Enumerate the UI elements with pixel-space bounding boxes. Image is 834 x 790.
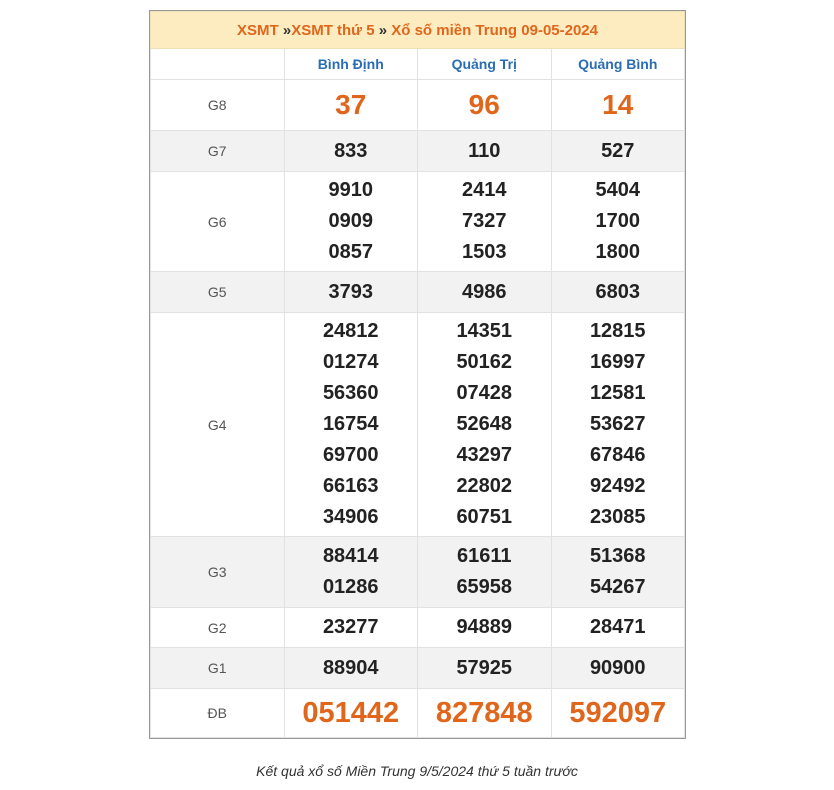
result-number: 1700 xyxy=(595,210,640,232)
breadcrumb-separator: » xyxy=(278,21,292,39)
result-cell: 88904 xyxy=(284,648,418,689)
province-binh-dinh[interactable]: Bình Định xyxy=(284,49,418,80)
result-cell: 3793 xyxy=(284,272,418,313)
result-number: 07428 xyxy=(456,382,513,404)
result-cell: 23277 xyxy=(284,608,418,648)
result-cell: 90900 xyxy=(551,648,685,689)
breadcrumb-separator: » xyxy=(374,21,392,39)
prize-label: G8 xyxy=(151,80,285,131)
prize-row-g5 xyxy=(151,272,685,313)
result-cell xyxy=(551,313,685,537)
xsmt-link[interactable]: XSMT xyxy=(237,21,279,39)
result-cell xyxy=(284,537,418,608)
result-cell: 96 xyxy=(418,80,552,131)
result-number: 2414 xyxy=(462,179,507,201)
result-number: 16997 xyxy=(589,351,646,373)
prize-row-g1 xyxy=(151,648,685,689)
result-number: 0857 xyxy=(328,241,373,263)
prize-column-header xyxy=(151,49,285,80)
result-number: 61611 xyxy=(456,545,512,567)
result-number: 34906 xyxy=(322,506,379,528)
result-cell xyxy=(551,537,685,608)
result-cell xyxy=(418,313,552,537)
result-cell: 94889 xyxy=(418,608,552,648)
result-cell xyxy=(418,537,552,608)
result-cell: 051442 xyxy=(284,689,418,738)
result-number: 53627 xyxy=(589,413,646,435)
result-number: 5404 xyxy=(595,179,640,201)
result-number: 01274 xyxy=(322,351,379,373)
result-number: 50162 xyxy=(456,351,513,373)
result-number: 43297 xyxy=(456,444,513,466)
result-number: 9910 xyxy=(328,179,373,201)
result-number: 1503 xyxy=(462,241,507,263)
result-cell: 592097 xyxy=(551,689,685,738)
result-number: 66163 xyxy=(322,475,379,497)
result-cell: 827848 xyxy=(418,689,552,738)
result-cell: 57925 xyxy=(418,648,552,689)
result-number: 23085 xyxy=(589,506,646,528)
result-number: 1800 xyxy=(595,241,640,263)
prize-label: G4 xyxy=(151,313,285,537)
table-title xyxy=(151,12,685,49)
result-number: 67846 xyxy=(589,444,646,466)
lottery-results-table xyxy=(149,10,686,739)
prize-label: G5 xyxy=(151,272,285,313)
result-cell: 6803 xyxy=(551,272,685,313)
result-cell: 833 xyxy=(284,131,418,172)
result-cell xyxy=(418,172,552,272)
prize-label: G1 xyxy=(151,648,285,689)
result-number: 51368 xyxy=(589,545,646,567)
province-quang-binh[interactable]: Quảng Bình xyxy=(551,49,685,80)
result-number: 12581 xyxy=(589,382,646,404)
prize-row-g4 xyxy=(151,313,685,537)
result-number: 65958 xyxy=(456,576,513,598)
prize-row-g2 xyxy=(151,608,685,648)
result-number: 0909 xyxy=(328,210,373,232)
xsmt-thu-5-link[interactable]: XSMT thứ 5 xyxy=(291,21,375,39)
prize-row-g3 xyxy=(151,537,685,608)
prize-label: G7 xyxy=(151,131,285,172)
xs-mien-trung-date-link[interactable]: Xổ số miền Trung 09-05-2024 xyxy=(391,21,598,39)
result-cell xyxy=(551,172,685,272)
image-caption: Kết quả xổ số Miền Trung 9/5/2024 thứ 5 tuần trước xyxy=(256,763,578,779)
result-cell: 527 xyxy=(551,131,685,172)
prize-label: ĐB xyxy=(151,689,285,738)
province-quang-tri[interactable]: Quảng Trị xyxy=(418,49,552,80)
result-cell: 14 xyxy=(551,80,685,131)
prize-label: G2 xyxy=(151,608,285,648)
prize-row-g6 xyxy=(151,172,685,272)
result-number: 14351 xyxy=(456,320,513,342)
result-number: 60751 xyxy=(456,506,513,528)
result-number: 01286 xyxy=(322,576,379,598)
result-cell xyxy=(284,313,418,537)
result-number: 54267 xyxy=(589,576,646,598)
result-cell: 28471 xyxy=(551,608,685,648)
result-number: 92492 xyxy=(589,475,646,497)
result-number: 56360 xyxy=(322,382,379,404)
province-header-row xyxy=(151,49,685,80)
result-cell: 110 xyxy=(418,131,552,172)
result-cell: 37 xyxy=(284,80,418,131)
prize-label: G3 xyxy=(151,537,285,608)
prize-row-g7 xyxy=(151,131,685,172)
title-row xyxy=(151,12,685,49)
result-number: 16754 xyxy=(322,413,379,435)
result-number: 69700 xyxy=(322,444,379,466)
result-cell: 4986 xyxy=(418,272,552,313)
result-number: 52648 xyxy=(456,413,513,435)
prize-label: G6 xyxy=(151,172,285,272)
prize-row-db xyxy=(151,689,685,738)
result-cell xyxy=(284,172,418,272)
result-number: 12815 xyxy=(589,320,646,342)
result-number: 88414 xyxy=(322,545,379,567)
result-number: 24812 xyxy=(322,320,379,342)
prize-row-g8 xyxy=(151,80,685,131)
result-number: 7327 xyxy=(462,210,507,232)
result-number: 22802 xyxy=(456,475,513,497)
